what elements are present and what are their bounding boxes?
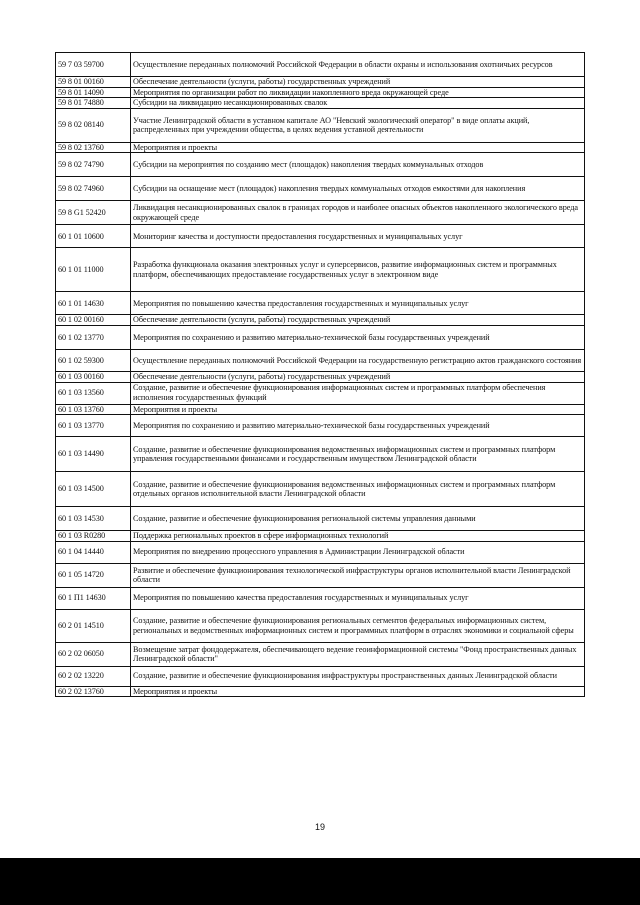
- table-row: [56, 507, 585, 531]
- expense-description: Развитие и обеспечение функционирования технологической инфраструктуры органов исполнительной власти Ленинградской области: [131, 563, 585, 587]
- expense-description: Осуществление переданных полномочий Российской Федерации на государственную регистрацию актов гражданского состояния: [131, 349, 585, 371]
- table-row: [56, 686, 585, 697]
- expense-description: Мероприятия и проекты: [131, 142, 585, 153]
- classification-code: 59 8 02 13760: [56, 142, 131, 153]
- expense-description: Создание, развитие и обеспечение функционирования ведомственных информационных систем и программных платформ управления государственными финансами и государственным имуществом Ленинградской области: [131, 437, 585, 472]
- expense-description: Осуществление переданных полномочий Российской Федерации в области охраны и использования охотничьих ресурсов: [131, 53, 585, 77]
- table-row: [56, 472, 585, 507]
- expense-description: Обеспечение деятельности (услуги, работы) государственных учреждений: [131, 315, 585, 326]
- expense-description: Мероприятия и проекты: [131, 686, 585, 697]
- expense-description: Создание, развитие и обеспечение функционирования инфраструктуры пространственных данных Ленинградской области: [131, 666, 585, 686]
- expense-description: Ликвидация несанкционированных свалок в границах городов и наиболее опасных объектов накопленного экологического вреда окружающей среде: [131, 201, 585, 225]
- table-row: [56, 142, 585, 153]
- expense-description: Мероприятия по внедрению процессного управления в Администрации Ленинградской области: [131, 541, 585, 563]
- classification-code: 60 1 03 13770: [56, 415, 131, 437]
- table-row: [56, 87, 585, 98]
- table-row: [56, 541, 585, 563]
- expense-description: Поддержка региональных проектов в сфере информационных технологий: [131, 531, 585, 542]
- classification-code: 60 1 02 59300: [56, 349, 131, 371]
- classification-code: 59 8 01 74880: [56, 98, 131, 109]
- classification-code: 60 1 01 14630: [56, 292, 131, 315]
- table-row: [56, 201, 585, 225]
- table-row: [56, 404, 585, 415]
- table-row: [56, 349, 585, 371]
- table-row: [56, 53, 585, 77]
- classification-code: 59 7 03 59700: [56, 53, 131, 77]
- classification-code: 59 8 01 00160: [56, 77, 131, 88]
- expense-description: Создание, развитие и обеспечение функционирования ведомственных информационных систем и программных платформ отдельных органов исполнительной власти Ленинградской области: [131, 472, 585, 507]
- classification-code: 60 1 П1 14630: [56, 587, 131, 609]
- table-row: [56, 587, 585, 609]
- table-row: [56, 382, 585, 404]
- expense-description: Мероприятия по повышению качества предоставления государственных и муниципальных услуг: [131, 587, 585, 609]
- expense-description: Мероприятия по организации работ по ликвидации накопленного вреда окружающей среде: [131, 87, 585, 98]
- classification-code: 60 1 02 00160: [56, 315, 131, 326]
- classification-code: 60 2 02 13760: [56, 686, 131, 697]
- expense-description: Мероприятия по сохранению и развитию материально-технической базы государственных учреждений: [131, 325, 585, 349]
- classification-code: 60 1 05 14720: [56, 563, 131, 587]
- table-row: [56, 415, 585, 437]
- classification-code: 60 1 03 R0280: [56, 531, 131, 542]
- expense-description: Субсидии на ликвидацию несанкционированных свалок: [131, 98, 585, 109]
- classification-code: 60 1 01 11000: [56, 248, 131, 292]
- table-row: [56, 177, 585, 201]
- expense-description: Разработка функционала оказания электронных услуг и суперсервисов, развитие информационных систем и программных платформ, обеспечивающих предоставление государственных услуг в электронном виде: [131, 248, 585, 292]
- classification-code: 60 1 03 14490: [56, 437, 131, 472]
- classification-code: 60 1 03 00160: [56, 371, 131, 382]
- expense-description: Мероприятия по повышению качества предоставления государственных и муниципальных услуг: [131, 292, 585, 315]
- classification-code: 59 8 02 74960: [56, 177, 131, 201]
- classification-code: 60 1 03 14500: [56, 472, 131, 507]
- expense-description: Мероприятия и проекты: [131, 404, 585, 415]
- classification-code: 60 1 02 13770: [56, 325, 131, 349]
- table-row: [56, 609, 585, 642]
- table-row: [56, 98, 585, 109]
- expense-description: Обеспечение деятельности (услуги, работы) государственных учреждений: [131, 77, 585, 88]
- classification-code: 60 1 03 13560: [56, 382, 131, 404]
- table-row: [56, 531, 585, 542]
- table-row: [56, 77, 585, 88]
- expense-description: Создание, развитие и обеспечение функционирования информационных систем и программных платформ обеспечения исполнения государственных функций: [131, 382, 585, 404]
- table-row: [56, 292, 585, 315]
- expense-description: Создание, развитие и обеспечение функционирования региональных сегментов федеральных информационных систем, региональных и ведомственных информационных систем и программных платформ в отраслях экономики и социальной сферы: [131, 609, 585, 642]
- classification-code: 60 2 02 13220: [56, 666, 131, 686]
- classification-code: 60 1 03 14530: [56, 507, 131, 531]
- budget-classification-table: [55, 52, 585, 697]
- classification-code: 60 2 01 14510: [56, 609, 131, 642]
- scan-bottom-border: [0, 858, 640, 905]
- expense-description: Мероприятия по сохранению и развитию материально-технической базы государственных учреждений: [131, 415, 585, 437]
- table-row: [56, 563, 585, 587]
- table-row: [56, 642, 585, 666]
- expense-description: Субсидии на мероприятия по созданию мест (площадок) накопления твердых коммунальных отходов: [131, 153, 585, 177]
- page-number: 19: [314, 822, 325, 832]
- classification-code: 59 8 02 08140: [56, 108, 131, 142]
- table-row: [56, 248, 585, 292]
- expense-description: Субсидии на оснащение мест (площадок) накопления твердых коммунальных отходов емкостями для накопления: [131, 177, 585, 201]
- table-row: [56, 315, 585, 326]
- classification-code: 59 8 02 74790: [56, 153, 131, 177]
- table-row: [56, 371, 585, 382]
- table-row: [56, 325, 585, 349]
- table-row: [56, 108, 585, 142]
- expense-description: Мониторинг качества и доступности предоставления государственных и муниципальных услуг: [131, 225, 585, 248]
- table-row: [56, 153, 585, 177]
- expense-description: Создание, развитие и обеспечение функционирования региональной системы управления данными: [131, 507, 585, 531]
- classification-code: 59 8 01 14090: [56, 87, 131, 98]
- expense-description: Возмещение затрат фондодержателя, обеспечивающего ведение геоинформационной системы "Фонд пространственных данных Ленинградской области": [131, 642, 585, 666]
- table-body: [56, 53, 585, 697]
- table-row: [56, 437, 585, 472]
- classification-code: 59 8 G1 52420: [56, 201, 131, 225]
- classification-code: 60 1 01 10600: [56, 225, 131, 248]
- expense-description: Обеспечение деятельности (услуги, работы) государственных учреждений: [131, 371, 585, 382]
- classification-code: 60 2 02 06050: [56, 642, 131, 666]
- table-row: [56, 666, 585, 686]
- table-row: [56, 225, 585, 248]
- classification-code: 60 1 04 14440: [56, 541, 131, 563]
- classification-code: 60 1 03 13760: [56, 404, 131, 415]
- expense-description: Участие Ленинградской области в уставном капитале АО "Невский экологический оператор" в виде оплаты акций, распределенных при учреждении общества, в целях ведения уставной деятельности: [131, 108, 585, 142]
